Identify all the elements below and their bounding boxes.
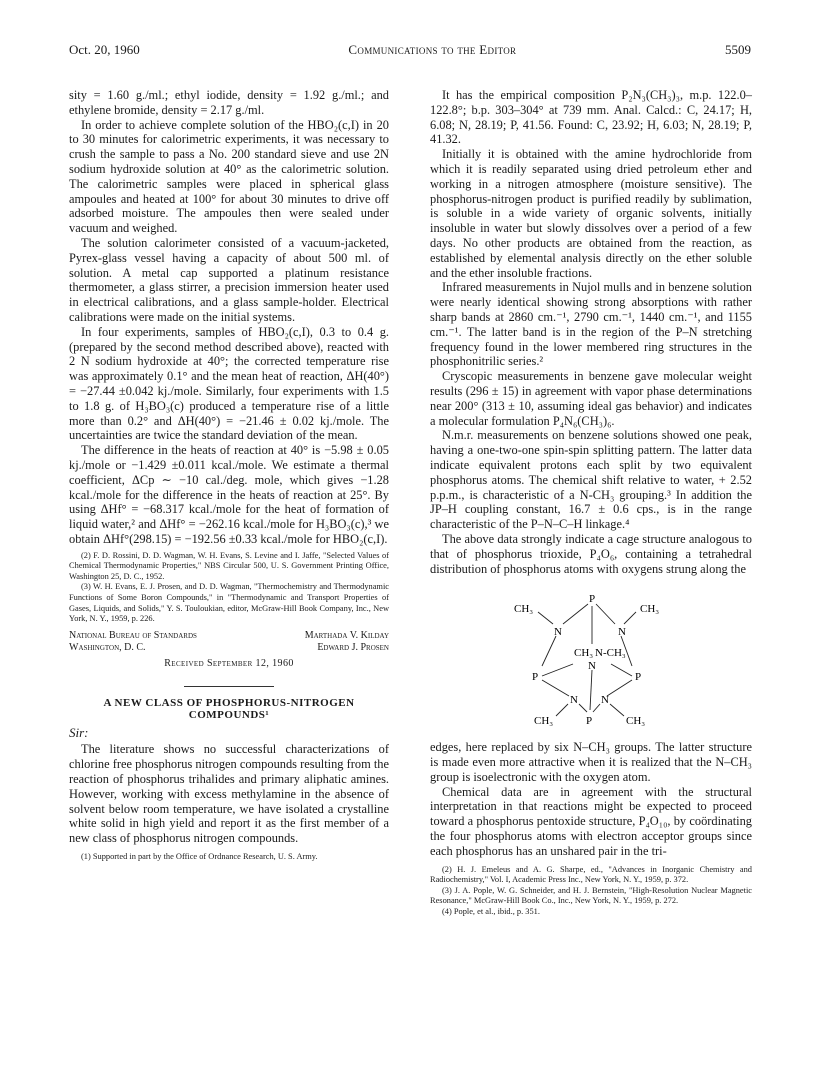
paragraph: N.m.r. measurements on benzene solutions showed one peak, having a one-two-one spin-spin splitting pattern. The latter data indicate equivalent protons each split by two equivalent phosphorus atoms. The chemical shift relative to water, + 2.52 p.p.m., is characteristic of a N-CH₃ grouping.³ In addition the JP–H coupling constant, 16.7 ± 0.6 cps., is in the range characteristic of the P–N–C–H linkage.⁴ bbox=[430, 428, 752, 532]
paragraph: Cryscopic measurements in benzene gave molecular weight results (296 ± 15) in agreement with vapor phase determinations near 200° (313 ± 10, assuming ideal gas behavior) and indicates a molecular formulation P₄N₆(CH₃)₆. bbox=[430, 369, 752, 428]
author-name: Marthada V. Kilday bbox=[304, 629, 389, 641]
methyl-label: CH₃ bbox=[514, 603, 534, 616]
footnote: (4) Pople, et al., ibid., p. 351. bbox=[442, 907, 540, 917]
footnotes bbox=[69, 551, 389, 625]
paragraph: Initially it is obtained with the amine hydrochloride from which it is readily separated using dried petroleum ether and working in a nitrogen atmosphere (moisture sensitive). The phosphorus-nitrogen product is purified readily by sublimation, is soluble in a wide variety of organic solvents, initially insoluble in water but slowly dissolves over a period of a few days. No other products are obtained from the reaction, as established by elemental analysis directly on the ether soluble and the ether insoluble fractions. bbox=[430, 147, 752, 280]
methyl-label: CH₃ bbox=[534, 715, 554, 728]
footnote: (2) H. J. Emeleus and A. G. Sharpe, ed., "Advances in Inorganic Chemistry and Radiochemistry," Vol. I, Academic Press Inc., New York, N. Y., 1959, p. 372. bbox=[430, 864, 752, 885]
atom-n-center: N bbox=[588, 660, 596, 673]
salutation: Sir: bbox=[69, 724, 89, 740]
footnote: (3) J. A. Pople, W. G. Schneider, and H. J. Bernstein, "High-Resolution Nuclear Magnetic Resonance," McGraw-Hill Book Co., Inc., New York, N. Y., 1959, p. 272. bbox=[430, 885, 752, 906]
header-page-number: 5509 bbox=[725, 42, 751, 57]
atom-n: N bbox=[601, 694, 609, 707]
left-column bbox=[69, 88, 389, 863]
header-section: Communications to the Editor bbox=[348, 42, 517, 57]
page-header bbox=[69, 42, 751, 62]
paragraph: Chemical data are in agreement with the structural interpretation in that reactions might be expected to proceed toward a phosphorus pentoxide structure, P₄O₁₀, by coördinating the four phosphorus atoms with electron acceptor groups since each phosphorus has an unshared pair in the tri- bbox=[430, 784, 752, 858]
footnote: (3) W. H. Evans, E. J. Prosen, and D. D. Wagman, "Thermochemistry and Thermodynamic Functions of Some Boron Compounds," in "Thermodynamic and Transport Properties of Gases, Liquids, and Solids," Y. S. Touloukian, editor, McGraw-Hill Book Company, Inc., New York, N. Y., 1959, p. 226. bbox=[69, 582, 389, 624]
received-date: Received September 12, 1960 bbox=[164, 657, 294, 669]
institution bbox=[69, 630, 197, 654]
authors bbox=[305, 630, 389, 654]
methyl-label: CH₃ bbox=[626, 715, 646, 728]
methyl-label: CH₃ bbox=[574, 647, 594, 660]
author-name: Edward J. Prosen bbox=[317, 641, 389, 653]
footnote: (2) F. D. Rossini, D. D. Wagman, W. H. Evans, S. Levine and I. Jaffe, "Selected Values of Chemical Thermodynamic Properties," NBS Circular 500, U. S. Government Printing Office, Washington 25, D. C., 1952. bbox=[69, 550, 389, 581]
right-column bbox=[430, 88, 752, 918]
footnote: (1) Supported in part by the Office of Ordnance Research, U. S. Army. bbox=[81, 852, 318, 862]
institution-line: National Bureau of Standards bbox=[69, 629, 197, 641]
structure-bonds bbox=[538, 604, 636, 716]
atom-p-right: P bbox=[635, 671, 642, 684]
paragraph: Infrared measurements in Nujol mulls and in benzene solution were nearly identical showing strong absorptions with rather sharp bands at 2860 cm.⁻¹, 2790 cm.⁻¹, 1440 cm.⁻¹, and 1155 cm.⁻¹. The latter band is in the region of the P–N stretching frequency found in the lower membered ring structures in the phosphonitrilic series.² bbox=[430, 280, 752, 369]
header-date: Oct. 20, 1960 bbox=[69, 42, 140, 57]
paragraph: The difference in the heats of reaction at 40° is −5.98 ± 0.05 kj./mole or −1.429 ±0.011 kcal./mole. We estimate a thermal coefficient, ΔCp ∼ −10 cal./deg. mole, which gives −1.28 kcal./mole for the difference in the heats of reaction at 25°. By using ΔHf° = −68.317 kcal./mole for the heat of formation of liquid water,² and ΔHf° = −262.16 kcal./mole for H₃BO₃(c),³ we obtain ΔHf°(298.15) = −192.56 ±0.33 kcal./mole for HBO₂(c,I). bbox=[69, 443, 389, 546]
atom-n: N bbox=[618, 626, 626, 639]
atom-p-left: P bbox=[532, 671, 539, 684]
atom-p-top: P bbox=[589, 593, 596, 606]
article-title: A NEW CLASS OF PHOSPHORUS-NITROGEN COMPOUNDS¹ bbox=[103, 696, 355, 722]
affiliation-block bbox=[69, 630, 389, 654]
methyl-label: CH₃ bbox=[640, 603, 660, 616]
section-divider bbox=[184, 686, 274, 687]
institution-line: Washington, D. C. bbox=[69, 641, 146, 653]
paragraph: It has the empirical composition P₂N₃(CH₃)₃, m.p. 122.0–122.8°; b.p. 303–304° at 739 mm. Anal. Calcd.: C, 24.17; H, 6.08; N, 28.19; P, 41.56. Found: C, 23.92; H, 6.03; N, 28.19; P, 41.32. bbox=[430, 88, 752, 147]
paragraph: The above data strongly indicate a cage structure analogous to that of phosphorus trioxide, P₄O₆, containing a tetrahedral distribution of phosphorus atoms with oxygens strung along the bbox=[430, 531, 752, 576]
paragraph: edges, here replaced by six N–CH₃ groups. The latter structure is made even more attractive when it is realized that the N–CH₃ group is isoelectronic with the oxygen atom. bbox=[430, 740, 752, 784]
atom-n: N bbox=[554, 626, 562, 639]
paragraph: The solution calorimeter consisted of a vacuum-jacketed, Pyrex-glass vessel having a capacity of about 500 ml. of solution. A metal cap supported a platinum resistance thermometer, a glass stirrer, a precision immersion heater used in electrical calibrations, and a glass sample-holder. Electrical calibrations were made on the initial systems. bbox=[69, 235, 389, 324]
paragraph: In four experiments, samples of HBO₂(c,I), 0.3 to 0.4 g. (prepared by the second method described above), reacted with 2 N sodium hydroxide at 40°; the corrected temperature rise was approximately 0.1° and the mean heat of reaction, ΔH(40°) = −27.44 ±0.042 kj./mole. Similarly, four experiments with 1.5 to 1.8 g. of H₃BO₃(c) produced a temperature rise of a little more than 0.2° and ΔH(40°) = −21.46 ± 0.02 kj./mole. The uncertainties are twice the standard deviation of the mean. bbox=[69, 324, 389, 443]
paragraph: The literature shows no successful characterizations of chlorine free phosphorus nitrogen compounds resulting from the reaction of phosphorus trihalides and primary aliphatic amines. However, working with excess methylamine in the absence of solvent below room temperature, we have isolated a crystalline white solid in high yield and report it as the first member of a new class of phosphorus nitrogen compounds. bbox=[69, 742, 389, 846]
n-methyl-label: N-CH₃ bbox=[595, 647, 626, 660]
paragraph: sity = 1.60 g./ml.; ethyl iodide, density = 1.92 g./ml.; and ethylene bromide, density = 2.17 g./ml. bbox=[69, 88, 389, 117]
atom-n: N bbox=[570, 694, 578, 707]
cage-structure-diagram bbox=[430, 584, 752, 734]
footnotes bbox=[430, 865, 752, 918]
paragraph: In order to achieve complete solution of the HBO₂(c,I) in 20 to 30 minutes for calorimetric experiments, it was necessary to crush the sample to pass a No. 200 standard sieve and use 2N sodium hydroxide solution at 40° as the calorimetric solution. The calorimetric samples were placed in spherical glass ampoules and heated at 100° for about 30 minutes to drive off adsorbed moisture. The ampoules then were sealed under vacuum and weighed. bbox=[69, 117, 389, 236]
atom-p-bottom: P bbox=[586, 715, 593, 728]
